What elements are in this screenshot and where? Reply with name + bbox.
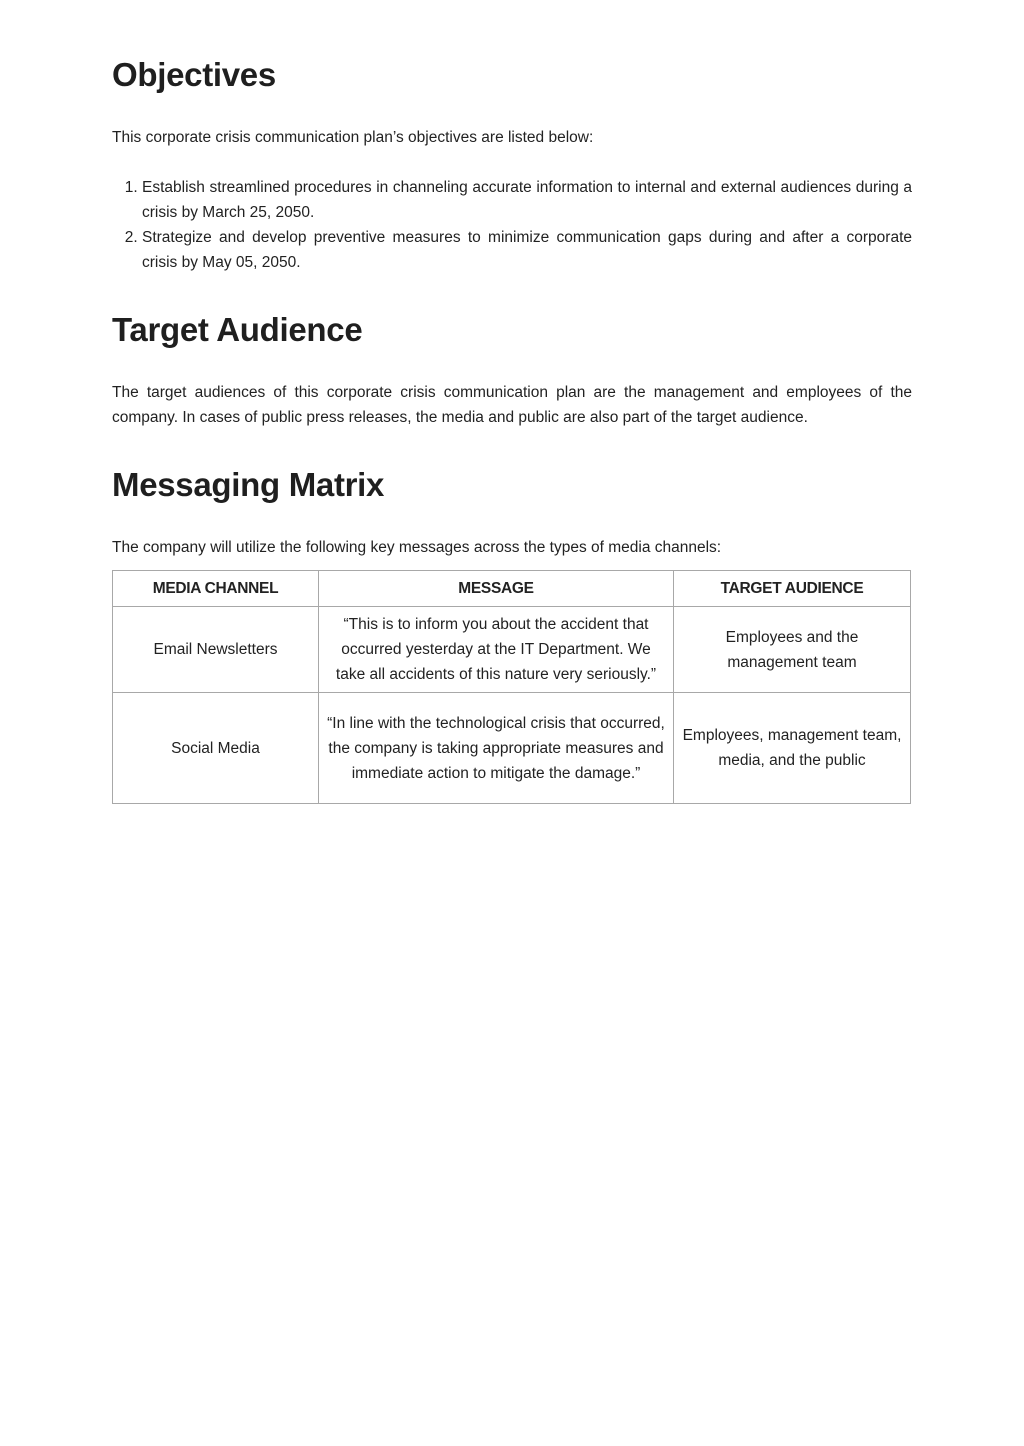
objectives-intro: This corporate crisis communication plan’s objectives are listed below:: [112, 129, 594, 146]
cell-target-audience: Employees and the management team: [674, 607, 911, 693]
column-header-message: MESSAGE: [319, 571, 674, 607]
messaging-matrix-heading: Messaging Matrix: [112, 466, 385, 503]
objective-item: 2. Strategize and develop preventive measures to minimize communication gaps during and after a corporate crisis by May 05, 2050.: [142, 225, 912, 275]
cell-target-audience: Employees, management team, media, and the public: [674, 693, 911, 804]
cell-media-channel: Email Newsletters: [113, 607, 319, 693]
cell-message: “This is to inform you about the accident that occurred yesterday at the IT Department. We take all accidents of this nature very seriously.”: [319, 607, 674, 693]
target-audience-paragraph: The target audiences of this corporate crisis communication plan are the management and employees of the company. In cases of public press releases, the media and public are also part of the target audience.: [112, 384, 912, 426]
cell-message: “In line with the technological crisis that occurred, the company is taking appropriate measures and immediate action to mitigate the damage.”: [319, 693, 674, 804]
messaging-matrix-intro: The company will utilize the following key messages across the types of media channels:: [112, 539, 722, 556]
messaging-matrix-table: [112, 570, 911, 804]
table-header-row: [113, 571, 911, 607]
target-audience-heading: Target Audience: [112, 311, 363, 348]
table-row: [113, 607, 911, 693]
objective-item: 1. Establish streamlined procedures in channeling accurate information to internal and external audiences during a crisis by March 25, 2050.: [142, 175, 912, 225]
column-header-target-audience: TARGET AUDIENCE: [674, 571, 911, 607]
table-row: [113, 693, 911, 804]
column-header-media-channel: MEDIA CHANNEL: [113, 571, 319, 607]
objectives-heading: Objectives: [112, 56, 276, 93]
objectives-list: [112, 175, 912, 275]
cell-media-channel: Social Media: [113, 693, 319, 804]
